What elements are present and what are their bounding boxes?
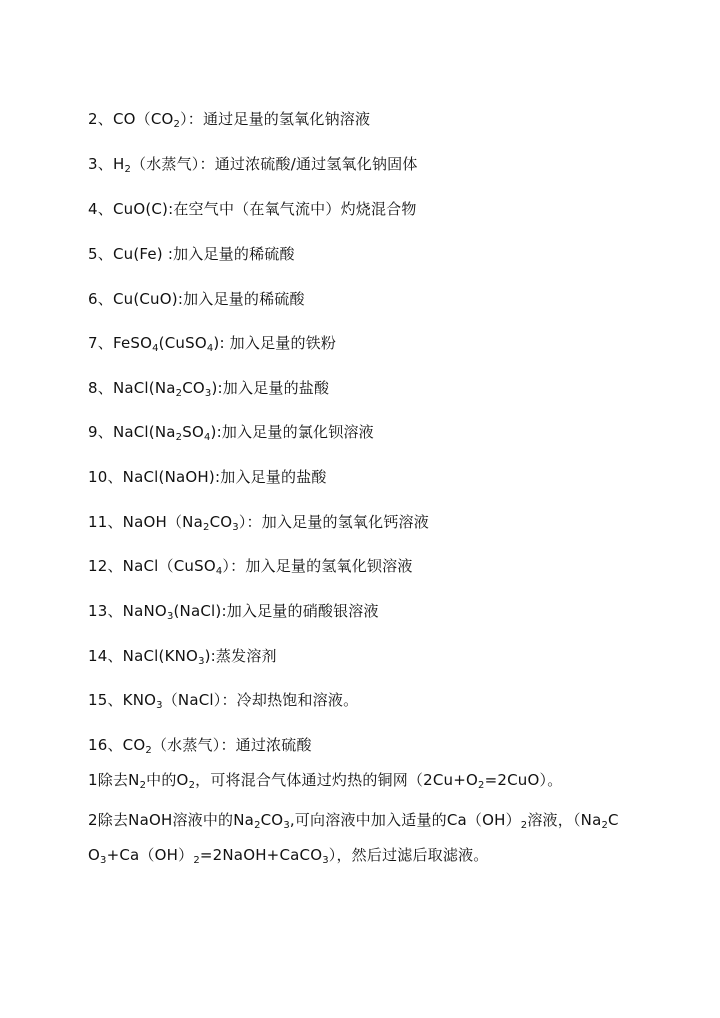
item-text: 12、NaCl（CuSO [88,557,216,575]
note-text: +Ca（OH） [106,846,194,864]
item-text: 6、Cu(CuO):加入足量的稀硫酸 [88,290,305,308]
subscript: 4 [215,566,223,577]
item-text: 14、NaCl(KNO [88,647,199,665]
subscript: 3 [204,388,212,399]
item-text: ）：加入足量的氢氧化钡溶液 [222,557,413,575]
item-text: ):蒸发溶剂 [204,647,277,665]
list-item [88,154,418,174]
list-item [88,646,277,666]
note-text: 2除去NaOH溶液中的Na [88,811,255,829]
subscript: 3 [198,656,205,667]
subscript: 2 [145,745,152,756]
subscript: 3 [232,522,239,533]
item-text: 10、NaCl(NaOH):加入足量的盐酸 [88,468,327,486]
item-text: 15、KNO [88,691,157,709]
item-text: 13、NaNO [88,602,167,620]
item-text: 8、NaCl(Na [88,379,176,397]
list-item [88,333,336,353]
subscript: 2 [173,119,181,130]
note-paragraph [88,810,619,830]
subscript: 2 [188,780,196,791]
list-item [88,289,305,309]
list-item [88,467,327,487]
item-text: SO [182,423,204,441]
subscript: 2 [139,780,147,791]
note-text: =2CuO）。 [484,771,563,789]
subscript: 2 [175,388,183,399]
subscript: 2 [520,820,528,831]
note-text: O [88,846,101,864]
subscript: 2 [193,855,200,866]
note-text: 中的O [146,771,189,789]
item-text: （水蒸气）：通过浓硫酸 [151,736,312,754]
list-item [88,512,429,532]
item-text: 9、NaCl(Na [88,423,176,441]
note-text: ），然后过滤后取滤液。 [328,846,489,864]
subscript: 2 [478,780,485,791]
note-text: CO [260,811,284,829]
item-text: ): 加入足量的铁粉 [213,334,337,352]
note-paragraph [88,770,562,790]
item-text: （NaCl）：冷却热饱和溶液。 [162,691,359,709]
list-item [88,422,374,442]
subscript: 3 [322,855,329,866]
note-text: ，可将混合气体通过灼热的铜网（2Cu+O [195,771,479,789]
item-text: 16、CO [88,736,146,754]
note-text: =2NaOH+CaCO [199,846,323,864]
subscript: 4 [206,343,214,354]
item-text: ）：加入足量的氢氧化钙溶液 [238,513,429,531]
subscript: 4 [152,343,159,354]
subscript: 2 [601,820,609,831]
item-text: 7、FeSO [88,334,153,352]
note-text: 1除去N [88,771,140,789]
item-text: 2、CO（CO [88,110,174,128]
list-item [88,244,295,264]
list-item [88,378,329,398]
subscript: 3 [156,700,163,711]
subscript: 3 [166,611,174,622]
list-item [88,556,413,576]
subscript: 2 [124,164,131,175]
list-item [88,199,417,219]
list-item [88,690,358,710]
item-text: 3、H [88,155,125,173]
item-text: ):加入足量的盐酸 [211,379,330,397]
list-item [88,735,312,755]
subscript: 3 [283,820,290,831]
subscript: 2 [254,820,261,831]
list-item [88,601,379,621]
subscript: 4 [203,432,211,443]
note-text: C [608,811,619,829]
note-text: ,可向溶液中加入适量的Ca（OH） [289,811,521,829]
item-text: (NaCl):加入足量的硝酸银溶液 [173,602,379,620]
list-item [88,109,370,129]
item-text: (CuSO [158,334,207,352]
item-text: 4、CuO(C):在空气中（在氧气流中）灼烧混合物 [88,200,417,218]
item-text: ):加入足量的氯化钡溶液 [210,423,374,441]
subscript: 3 [100,855,107,866]
item-text: 5、Cu(Fe) :加入足量的稀硫酸 [88,245,295,263]
item-text: ）：通过足量的氢氧化钠溶液 [180,110,371,128]
item-text: CO [209,513,233,531]
note-paragraph-continuation [88,845,488,865]
item-text: 11、NaOH（Na [88,513,203,531]
subscript: 2 [175,432,183,443]
item-text: CO [182,379,205,397]
note-text: 溶液，（Na [527,811,602,829]
subscript: 2 [203,522,210,533]
item-text: （水蒸气）：通过浓硫酸/通过氢氧化钠固体 [131,155,418,173]
